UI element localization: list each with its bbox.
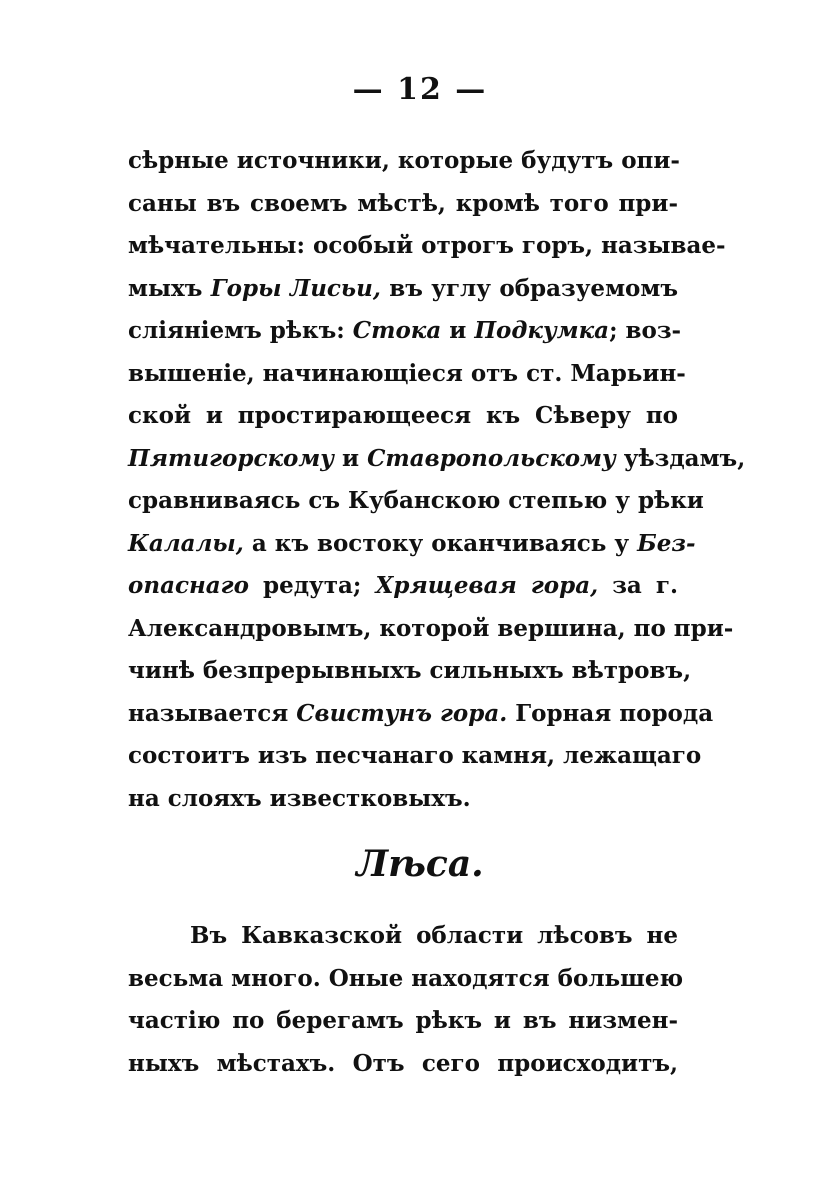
text-run: называется (128, 699, 297, 727)
place-name: Без- (637, 529, 696, 557)
section-heading: Лѣса. (356, 843, 484, 885)
text-line: сравниваясь съ Кубанскою степью у рѣки (128, 487, 704, 514)
text-line (128, 693, 714, 736)
text-line: сѣрные источники, которые будутъ опи- (128, 147, 680, 174)
district-name: Ставропольскому (367, 444, 616, 472)
text-line: Въ Кавказской области лѣсовъ не (190, 922, 678, 949)
river-name: Подкумка (474, 317, 610, 344)
paragraph-2 (128, 915, 684, 1085)
district-name: Пятигорскому (128, 444, 334, 472)
text-run: уѣздамъ, (615, 444, 746, 472)
text-run: а къ востоку оканчиваясь у (243, 529, 638, 557)
text-line: на слояхъ известковыхъ. (128, 784, 471, 812)
text-line: Александровымъ, которой вершина, по при- (128, 614, 734, 642)
text-line: частію по берегамъ рѣкъ и въ низмен- (128, 1007, 678, 1034)
text-line: состоитъ изъ песчанаго камня, лежащаго (128, 742, 702, 769)
text-line: вышеніе, начинающіеся отъ ст. Марьин- (128, 359, 686, 387)
place-name: Свистунъ гора. (296, 699, 508, 727)
river-name: Калалы, (128, 529, 244, 557)
text-line: мѣчательны: особый отрогъ горъ, называе- (128, 232, 726, 259)
text-line (128, 523, 696, 566)
text-line: ской и простирающееся къ Сѣверу по (128, 402, 678, 429)
text-run: и (441, 317, 475, 344)
page-number: — 12 — (352, 72, 488, 107)
text-line: весьма много. Оные находятся большею (128, 964, 684, 992)
text-run: и (334, 444, 368, 472)
text-run: въ углу образуемомъ (380, 274, 679, 302)
text-run: редута; (248, 572, 376, 599)
place-name: Горы Лисьи, (210, 274, 381, 302)
place-name: Хрящевая гора, (375, 572, 599, 599)
text-line: ныхъ мѣстахъ. Отъ сего происходитъ, (128, 1049, 678, 1077)
text-line: саны въ своемъ мѣстѣ, кромѣ того при- (128, 189, 678, 217)
place-name: опаснаго (128, 572, 249, 599)
text-run: ; воз- (609, 317, 682, 344)
text-run: Горная порода (507, 699, 714, 727)
text-line (128, 310, 682, 353)
text-run: мыхъ (128, 274, 211, 302)
text-line (128, 438, 746, 481)
text-line (128, 565, 678, 608)
text-run: сліяніемъ рѣкъ: (128, 317, 353, 344)
text-line: чинѣ безпрерывныхъ сильныхъ вѣтровъ, (128, 657, 692, 684)
river-name: Стока (352, 317, 442, 344)
paragraph-1 (128, 140, 746, 820)
text-run: за г. (598, 572, 678, 599)
text-line (128, 268, 678, 311)
